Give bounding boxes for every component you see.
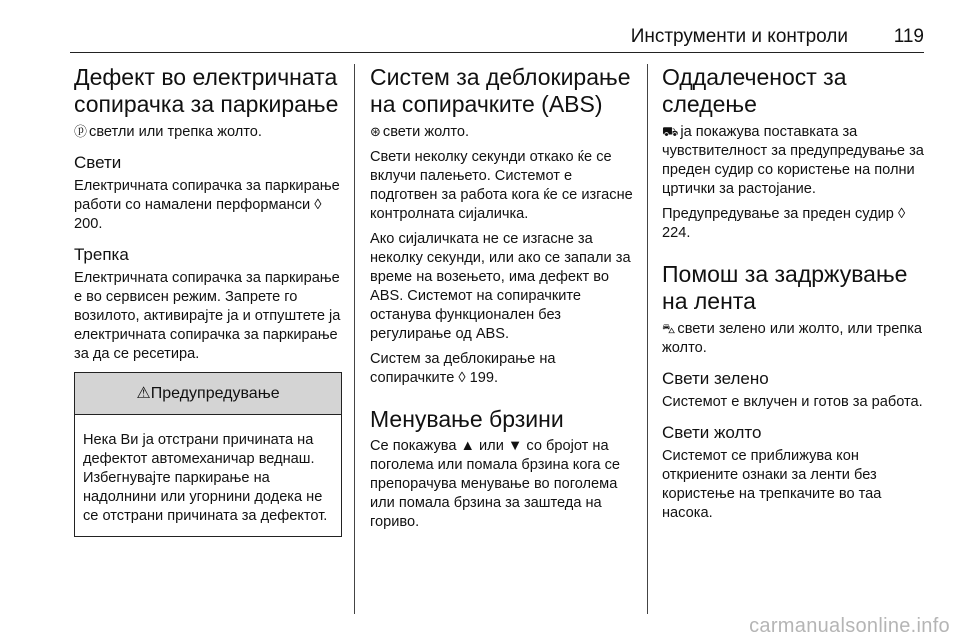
paragraph: Системот се приближува кон откриените ознаки за ленти без користење на трепкачите во таа насока. xyxy=(662,448,882,521)
warning-header: ⚠Предупредување xyxy=(75,373,341,415)
section-intro: ⓟ светли или трепка жолто. xyxy=(74,124,262,140)
following-distance-icon: ⛟ xyxy=(662,124,679,139)
watermark: carmanualsonline.info xyxy=(749,615,950,637)
section-intro: ⛟ ја покажува поставката за чувствителност за предупредување за преден судир со користење на полни цртички за растојание. xyxy=(662,124,924,197)
column-divider xyxy=(354,64,355,614)
paragraph: Се покажува ▲ или ▼ со бројот на поголема или помала брзина кога се препорачува менување во поголема или помала брзина за заштеда на гориво. xyxy=(370,438,621,530)
paragraph: Ако сијаличката не се изгасне за неколку секунди, или ако се запали за време на возењето, има дефект во ABS. Системот на сопирачките останува функционален без регулирање од ABS. xyxy=(370,231,631,342)
warning-body xyxy=(75,415,341,536)
column-2 xyxy=(370,64,634,538)
column-1 xyxy=(74,64,342,537)
lane-keep-assist-icon: ⛍ xyxy=(662,321,676,336)
paragraph: Свети неколку секунди откако ќе се вклучи палењето. Системот е подготвен за работа кога ќе се изгасне контролната сијаличка. xyxy=(370,149,633,222)
column-divider xyxy=(647,64,648,614)
warning-text: Нека Ви ја отстрани причината на дефектот автомеханичар веднаш. Избегнувајте паркирање на надолнини или угорнини додека не се отстрани причината за дефектот. xyxy=(83,432,328,524)
section-heading: Дефект во електричната сопирачка за паркирање xyxy=(74,64,339,117)
section-heading: Систем за деблокирање на сопирачките (ABS) xyxy=(370,64,631,117)
subheading: Трепка xyxy=(74,245,129,264)
section-heading: Помош за задржување на лента xyxy=(662,261,908,314)
paragraph: Систем за деблокирање на сопирачките ◊ 199. xyxy=(370,351,556,386)
section-intro: ⛍ свети зелено или жолто, или трепка жолто. xyxy=(662,321,923,356)
abs-icon: ⊛ xyxy=(370,124,381,139)
subheading: Свети жолто xyxy=(662,423,762,442)
paragraph: Системот е вклучен и готов за работа. xyxy=(662,394,923,410)
paragraph: Електричната сопирачка за паркирање работи со намалени перформанси ◊ 200. xyxy=(74,178,340,232)
warning-box xyxy=(74,372,342,537)
subheading: Свети зелено xyxy=(662,369,769,388)
section-heading: Менување брзини xyxy=(370,406,564,432)
warning-triangle-icon: ⚠ xyxy=(136,385,151,402)
column-3 xyxy=(662,64,924,529)
page-header xyxy=(70,14,924,53)
parking-brake-fault-icon: ⓟ xyxy=(74,124,88,139)
page-number: 119 xyxy=(893,26,924,47)
section-intro: ⊛ свети жолто. xyxy=(370,124,470,140)
section-heading: Оддалеченост за следење xyxy=(662,64,847,117)
paragraph: Предупредување за преден судир ◊ 224. xyxy=(662,206,906,241)
chapter-title: Инструменти и контроли xyxy=(630,26,848,47)
paragraph: Електричната сопирачка за паркирање е во сервисен режим. Запрете го возилото, активирајте ја и отпуштете ја електричната сопирачка за паркирање за да се ресетира. xyxy=(74,270,341,362)
subheading: Свети xyxy=(74,153,122,172)
